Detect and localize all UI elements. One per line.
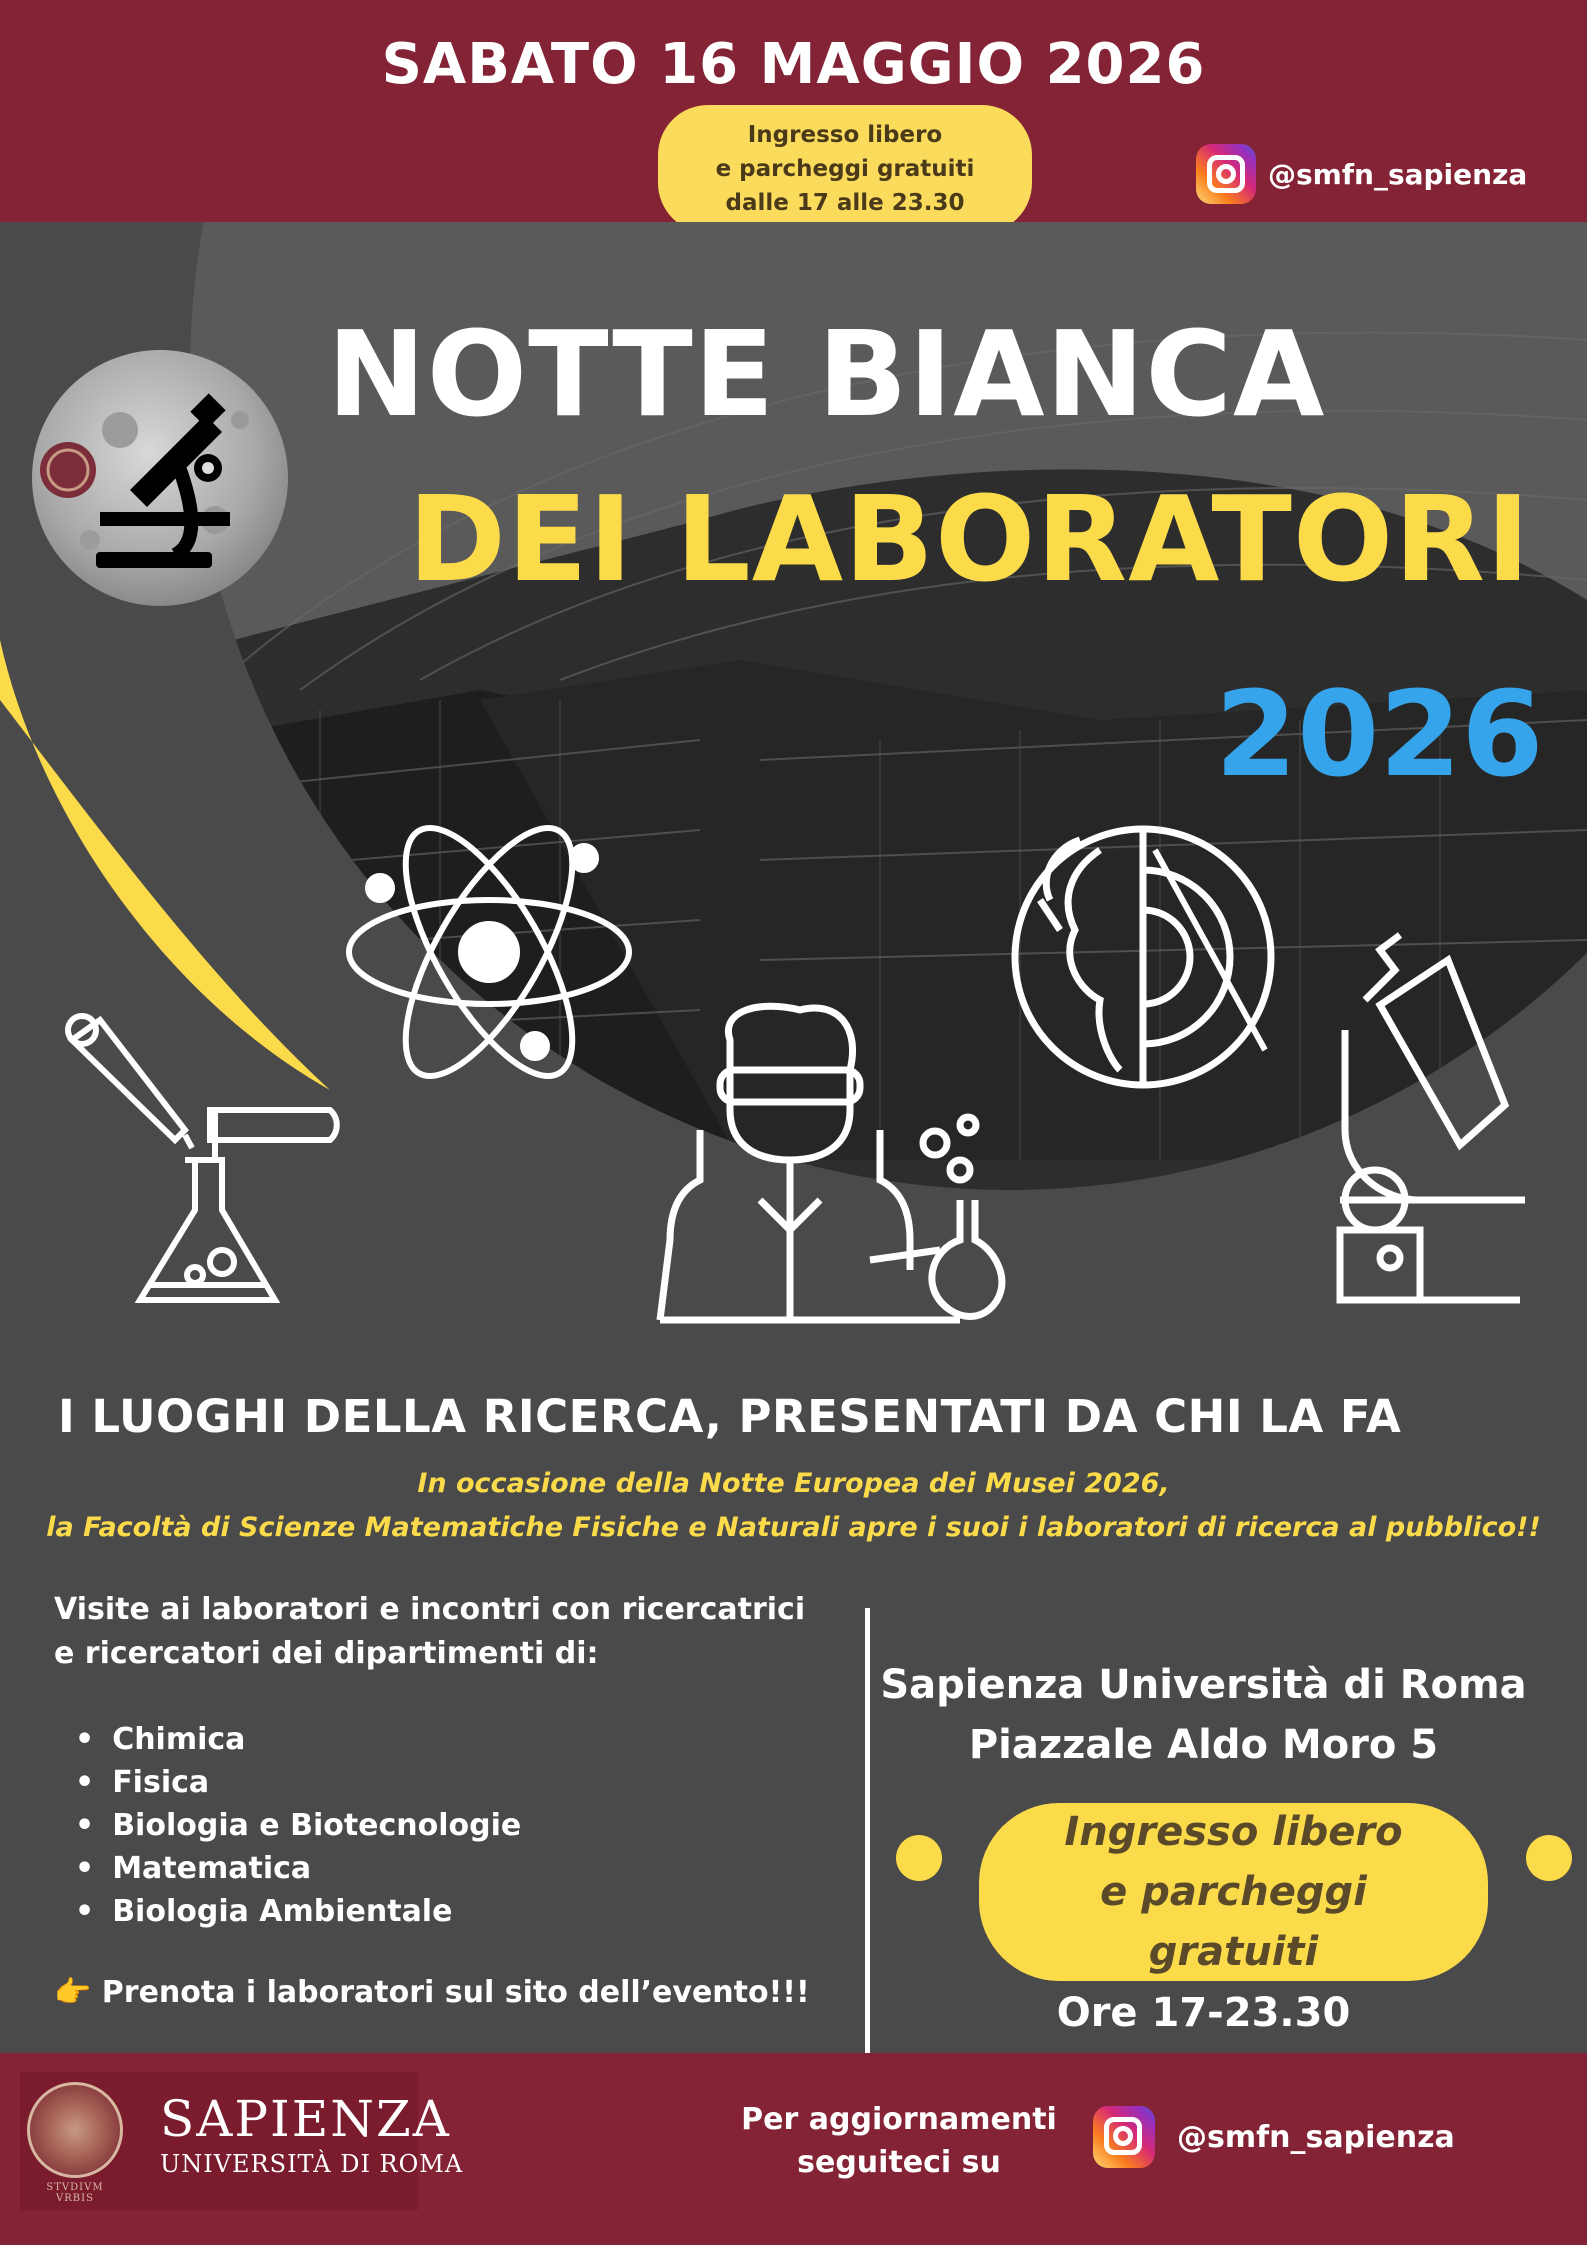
visits-line-2: e ricercatori dei dipartimenti di: [54, 1636, 599, 1671]
intro-line-1: In occasione della Notte Europea dei Musei 2026, [417, 1468, 1170, 1499]
entry-pill-line-1: Ingresso libero [1064, 1809, 1403, 1855]
title-line-1: NOTTE BIANCA [327, 305, 1326, 443]
decor-dot-right [1526, 1835, 1572, 1881]
column-divider [865, 1608, 870, 2053]
intro-text [0, 1462, 1587, 1550]
moon-logo-icon [32, 350, 288, 606]
instagram-handle-bottom: @smfn_sapienza [1177, 2119, 1455, 2155]
top-pill-line-3: dalle 17 alle 23.30 [725, 190, 965, 216]
decor-dot-left [896, 1835, 942, 1881]
instagram-icon [1196, 144, 1256, 204]
intro-line-2: la Facoltà di Scienze Matematiche Fisiche e Naturali apre i suoi i laboratori di ricerca al pubblico!! [46, 1512, 1541, 1543]
instagram-handle-top: @smfn_sapienza [1268, 157, 1528, 191]
follow-text [738, 2098, 1060, 2184]
department-list [75, 1718, 521, 1933]
booking-note: 👉 Prenota i laboratori sul sito dell’evento!!! [54, 1975, 810, 2010]
entry-pill [979, 1803, 1488, 1981]
department-item: • Biologia e Biotecnologie [75, 1804, 521, 1847]
event-date: SABATO 16 MAGGIO 2026 [381, 32, 1206, 97]
instagram-icon [1093, 2106, 1155, 2168]
visits-text [54, 1588, 814, 1676]
title-year: 2026 [1215, 665, 1544, 803]
venue-line-2: Piazzale Aldo Moro 5 [968, 1722, 1439, 1768]
logo-subtitle: UNIVERSITÀ DI ROMA [160, 2150, 464, 2178]
department-item: • Biologia Ambientale [75, 1890, 521, 1933]
venue-line-1: Sapienza Università di Roma [880, 1662, 1527, 1708]
follow-line-2: seguiteci su [797, 2145, 1001, 2180]
venue-address [880, 1655, 1527, 1775]
tagline: I LUOGHI DELLA RICERCA, PRESENTATI DA CHI LA FA [58, 1390, 1402, 1443]
instagram-bottom[interactable] [1093, 2106, 1455, 2168]
opening-hours: Ore 17-23.30 [1056, 1990, 1351, 2036]
department-item: • Chimica [75, 1718, 521, 1761]
seal-caption: STVDIVM VRBIS [46, 2182, 104, 2204]
instagram-top[interactable] [1196, 144, 1527, 204]
top-pill-line-2: e parcheggi gratuiti [715, 156, 975, 182]
follow-line-1: Per aggiornamenti [741, 2102, 1057, 2137]
sapienza-seal-icon [27, 2082, 123, 2178]
logo-name: SAPIENZA [160, 2090, 451, 2148]
top-entry-pill [658, 105, 1032, 233]
title-line-2: DEI LABORATORI [408, 470, 1531, 608]
entry-pill-line-3: gratuiti [1148, 1929, 1319, 1975]
department-item: • Fisica [75, 1761, 521, 1804]
entry-pill-line-2: e parcheggi [1100, 1869, 1367, 1915]
visits-line-1: Visite ai laboratori e incontri con ricercatrici [54, 1592, 806, 1627]
top-pill-line-1: Ingresso libero [747, 122, 943, 148]
department-item: • Matematica [75, 1847, 521, 1890]
